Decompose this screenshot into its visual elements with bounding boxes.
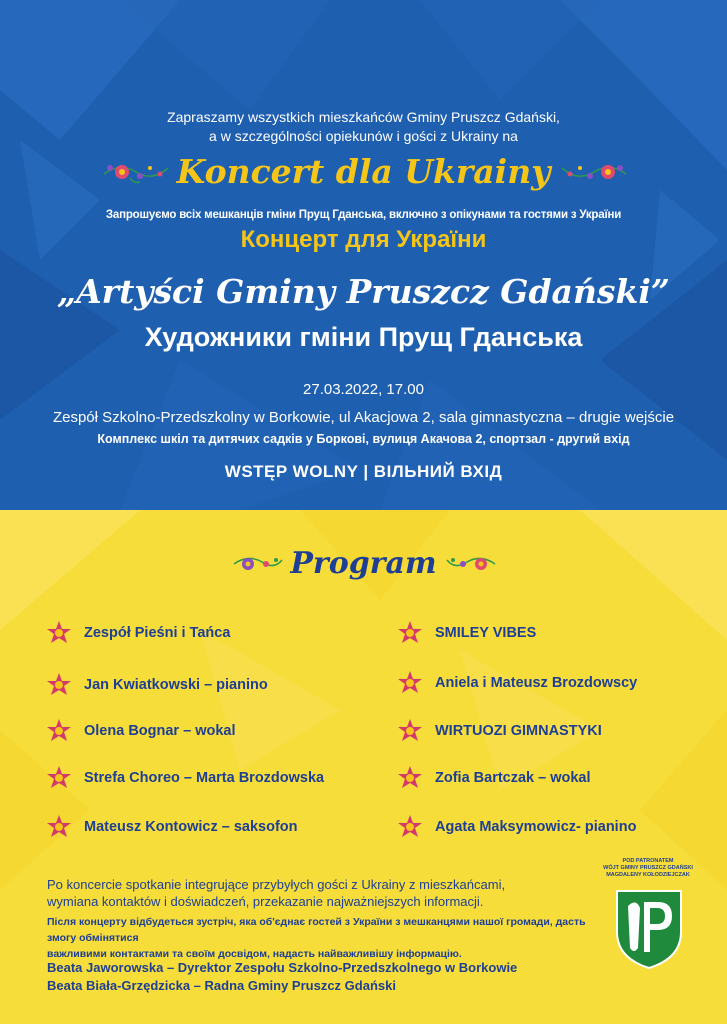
program-item bbox=[46, 765, 324, 791]
note-uk-line-1: Після концерту відбудеться зустріч, яка об'єднає гостей з України з мешканцями нашої громади, дасть змогу обмінятися bbox=[47, 916, 586, 944]
star-flower-icon bbox=[397, 670, 423, 696]
program-item-label: SMILEY VIBES bbox=[435, 625, 537, 641]
star-flower-icon bbox=[397, 718, 423, 744]
program-item-label: Jan Kwiatkowski – pianino bbox=[84, 677, 268, 693]
star-flower-icon bbox=[46, 718, 72, 744]
note-uk-line-2: важливими контактами та своїм досвідом, надасть найважливішу інформацію. bbox=[47, 948, 462, 960]
concert-title-uk: Концерт для України bbox=[240, 226, 487, 253]
program-item bbox=[397, 620, 536, 646]
program-item-label: Olena Bognar – wokal bbox=[84, 723, 236, 739]
venue-uk: Комплекс шкіл та дитячих садків у Боркові, вулиця Акачова 2, спортзал - другий вхід bbox=[97, 432, 630, 446]
after-concert-note-uk bbox=[47, 914, 607, 962]
program-item-label: Aniela i Mateusz Brozdowscy bbox=[435, 675, 638, 691]
program-item-label: Strefa Choreo – Marta Brozdowska bbox=[84, 770, 325, 786]
program-item-label: Agata Maksymowicz- pianino bbox=[435, 819, 637, 835]
program-item bbox=[46, 672, 268, 698]
free-entry-text: WSTĘP WOLNY | ВІЛЬНИЙ ВХІД bbox=[224, 462, 503, 481]
star-flower-icon bbox=[397, 814, 423, 840]
invitation-text-pl bbox=[0, 108, 727, 146]
patronage-text bbox=[600, 858, 696, 879]
program-item-label: Mateusz Kontowicz – saksofon bbox=[84, 819, 298, 835]
program-item-label: WIRTUOZI GIMNASTYKI bbox=[435, 723, 602, 739]
star-flower-icon bbox=[46, 765, 72, 791]
event-title-pl: „Artyści Gminy Pruszcz Gdański” bbox=[57, 272, 670, 311]
patronage-line-2: WÓJT GMINY PRUSZCZ GDAŃSKI bbox=[603, 865, 693, 871]
patronage-line-3: MAGDALENY KOŁODZIEJCZAK bbox=[606, 872, 690, 878]
star-flower-icon bbox=[397, 765, 423, 791]
program-item bbox=[397, 718, 602, 744]
program-item bbox=[397, 670, 637, 696]
invitation-text-uk: Запрошуємо всіх мешканців гміни Прущ Гданська, включно з опікунами та гостями з України bbox=[105, 209, 622, 221]
star-flower-icon bbox=[397, 620, 423, 646]
event-datetime: 27.03.2022, 17.00 bbox=[303, 381, 424, 398]
program-item-label: Zofia Bartczak – wokal bbox=[435, 770, 591, 786]
program-item-label: Zespół Pieśni i Tańca bbox=[84, 625, 231, 641]
program-item bbox=[46, 718, 236, 744]
program-item bbox=[46, 814, 298, 840]
header-section bbox=[0, 0, 727, 510]
star-flower-icon bbox=[46, 672, 72, 698]
program-item bbox=[397, 814, 636, 840]
program-section bbox=[0, 510, 727, 1024]
event-title-uk: Художники гміни Прущ Гданська bbox=[144, 322, 583, 352]
signature-councillor: Beata Biała-Grzędzicka – Radna Gminy Pruszcz Gdański bbox=[47, 978, 396, 993]
municipal-crest-icon bbox=[614, 888, 684, 970]
signature-director: Beata Jaworowska – Dyrektor Zespołu Szkolno-Przedszkolnego w Borkowie bbox=[47, 960, 518, 975]
folk-flower-icon bbox=[558, 156, 630, 188]
program-item bbox=[397, 765, 591, 791]
patronage-line-1: POD PATRONATEM bbox=[622, 858, 674, 864]
note-pl-line-2: wymiana kontaktów i doświadczeń, przekazanie najważniejszych informacji. bbox=[47, 894, 484, 909]
invitation-line-1: Zapraszamy wszystkich mieszkańców Gminy Pruszcz Gdański, bbox=[167, 109, 560, 125]
folk-flower-icon bbox=[445, 550, 497, 578]
venue-pl: Zespół Szkolno-Przedszkolny w Borkowie, ul Akacjowa 2, sala gimnastyczna – drugie wejście bbox=[52, 409, 675, 426]
star-flower-icon bbox=[46, 814, 72, 840]
program-title: Program bbox=[290, 546, 437, 581]
note-pl-line-1: Po koncercie spotkanie integrujące przybyłych gości z Ukrainy z mieszkańcami, bbox=[47, 877, 506, 892]
invitation-line-2: a w szczególności opiekunów i gości z Ukrainy na bbox=[209, 128, 518, 144]
after-concert-note-pl bbox=[47, 876, 587, 910]
program-item bbox=[46, 620, 230, 646]
star-flower-icon bbox=[46, 620, 72, 646]
concert-title-pl: Koncert dla Ukrainy bbox=[176, 152, 551, 191]
